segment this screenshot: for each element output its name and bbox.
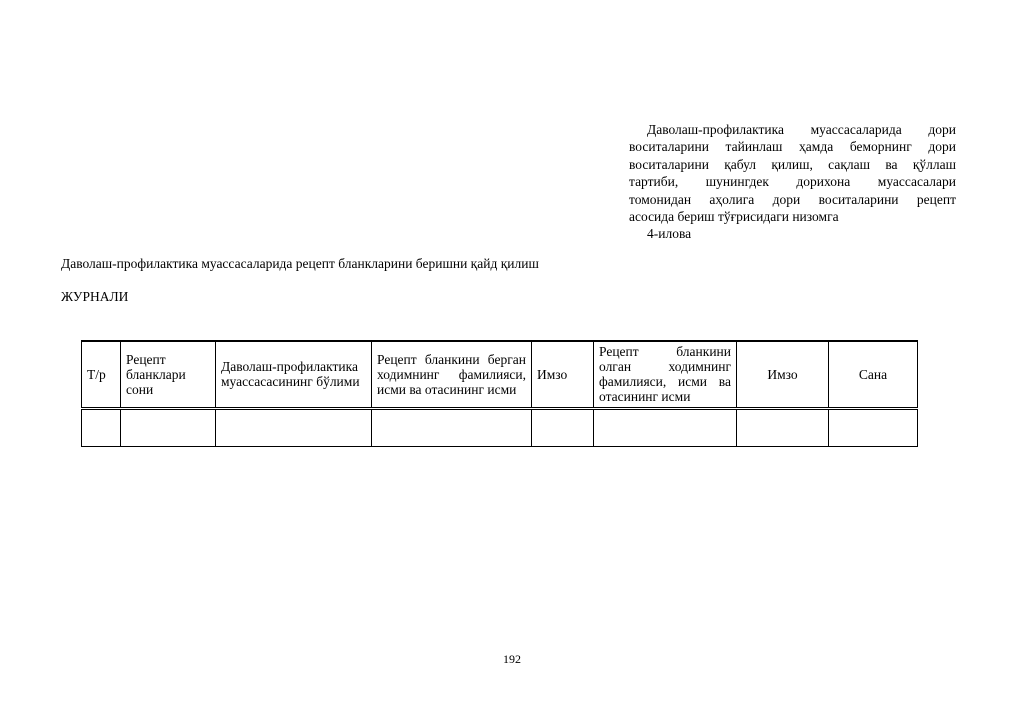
table-cell [737,408,829,446]
table-cell [372,408,532,446]
table-header-row [82,341,918,408]
table-cell [594,408,737,446]
column-header-receiver-name: Рецепт бланкини олган ходимнинг фамилияси, исми ва отасининг исми [594,341,737,408]
appendix-line: асосида бериш тўғрисидаги низомга [629,209,839,225]
column-header-issuer-name: Рецепт бланкини берган ходимнинг фамилияси, исми ва отасининг исми [372,341,532,408]
document-subtitle: ЖУРНАЛИ [61,289,129,304]
document-title: Даволаш-профилактика муассасаларида рецепт бланкларини беришни қайд қилиш [61,256,539,271]
appendix-line: тартиби, шунингдек дорихона муассасалари [629,174,956,190]
table-cell [532,408,594,446]
page-number: 192 [503,652,521,666]
table-cell [82,408,121,446]
table-cell [216,408,372,446]
annex-number: 4-илова [647,226,692,242]
appendix-line: воситаларини тайинлаш ҳамда беморнинг дори [629,139,956,155]
column-header-blank-count: Рецепт бланклари сони [121,341,216,408]
column-header-issuer-signature: Имзо [532,341,594,408]
table-cell [829,408,918,446]
appendix-note [629,121,956,243]
column-header-number: Т/р [82,341,121,408]
table-row [82,408,918,446]
appendix-line: томонидан аҳолига дори воситаларини рецепт [629,191,956,207]
table-cell [121,408,216,446]
column-header-receiver-signature: Имзо [737,341,829,408]
column-header-department: Даволаш-профилактика муассасасининг бўлими [216,341,372,408]
column-header-date: Сана [829,341,918,408]
appendix-line: воситаларини қабул қилиш, сақлаш ва қўллаш [629,156,956,172]
appendix-line: Даволаш-профилактика муассасаларида дори [647,122,956,137]
journal-table [81,340,918,447]
appendix-regulation-reference [629,121,956,225]
